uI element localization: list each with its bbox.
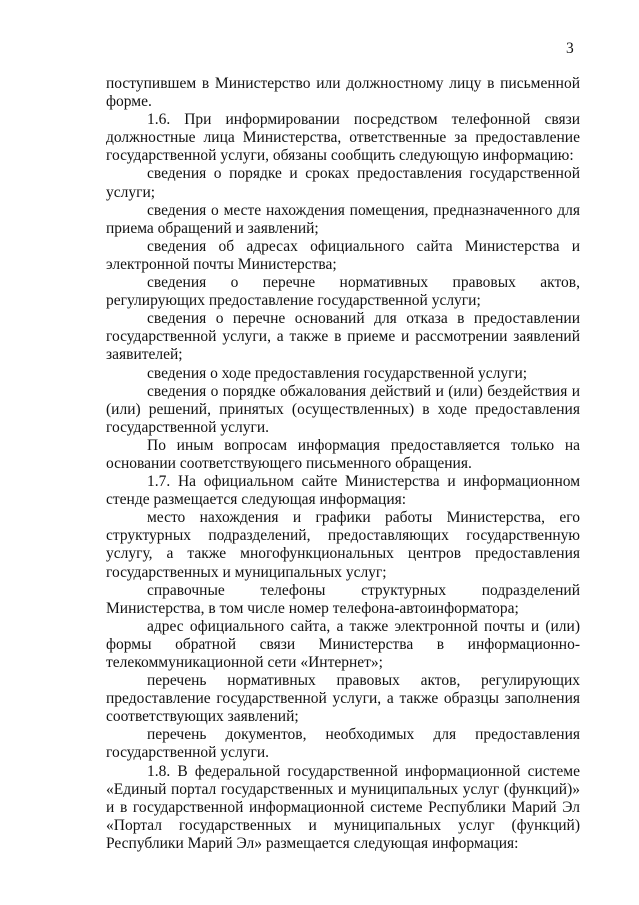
paragraph: перечень нормативных правовых актов, регулирующих предоставление государственной услуги, а также образцы заполнения соответствующих заявлений; (106, 672, 580, 726)
paragraph: место нахождения и графики работы Министерства, его структурных подразделений, предоставляющих государственную услугу, а также многофункциональных центров предоставления государственных и муниципальных услуг; (106, 509, 580, 581)
paragraph: сведения о перечне оснований для отказа в предоставлении государственной услуги, а также в приеме и рассмотрении заявлений заявителей; (106, 310, 580, 364)
page-number: 3 (566, 40, 574, 57)
paragraph: сведения о месте нахождения помещения, предназначенного для приема обращений и заявлений; (106, 201, 580, 237)
paragraph: сведения о ходе предоставления государственной услуги; (147, 364, 528, 382)
paragraph: 1.7. На официальном сайте Министерства и информационном стенде размещается следующая информация: (106, 473, 580, 509)
paragraph: 1.6. При информировании посредством телефонной связи должностные лица Министерства, ответственные за предоставление государственной услуги, обязаны сообщить следующую информацию: (106, 111, 580, 165)
paragraph: сведения о порядке и сроках предоставления государственной услуги; (106, 165, 580, 201)
paragraph: 1.8. В федеральной государственной информационной системе «Единый портал государственных и муниципальных услуг (функций)» и в государственной информационной системе Республики Марий Эл «Портал государственных и муниципальных услуг (функций) Республики Марий Эл» размещается следующая информация: (106, 762, 580, 852)
paragraph: По иным вопросам информация предоставляется только на основании соответствующего письменного обращения. (106, 436, 580, 472)
paragraph: адрес официального сайта, а также электронной почты и (или) формы обратной связи Министерства в информационно-телекоммуникационной сети «Интернет»; (106, 617, 580, 671)
paragraph: поступившем в Министерство или должностному лицу в письменной форме. (106, 75, 580, 111)
paragraph: перечень документов, необходимых для предоставления государственной услуги. (106, 726, 580, 762)
paragraph: сведения об адресах официального сайта Министерства и электронной почты Министерства; (106, 237, 580, 273)
paragraph: сведения о порядке обжалования действий и (или) бездействия и (или) решений, принятых (осуществленных) в ходе предоставления государственной услуги. (106, 382, 580, 436)
paragraph: справочные телефоны структурных подразделений Министерства, в том числе номер телефона-автоинформатора; (106, 581, 580, 617)
document-body (106, 75, 580, 853)
paragraph: сведения о перечне нормативных правовых актов, регулирующих предоставление государственной услуги; (106, 274, 580, 310)
